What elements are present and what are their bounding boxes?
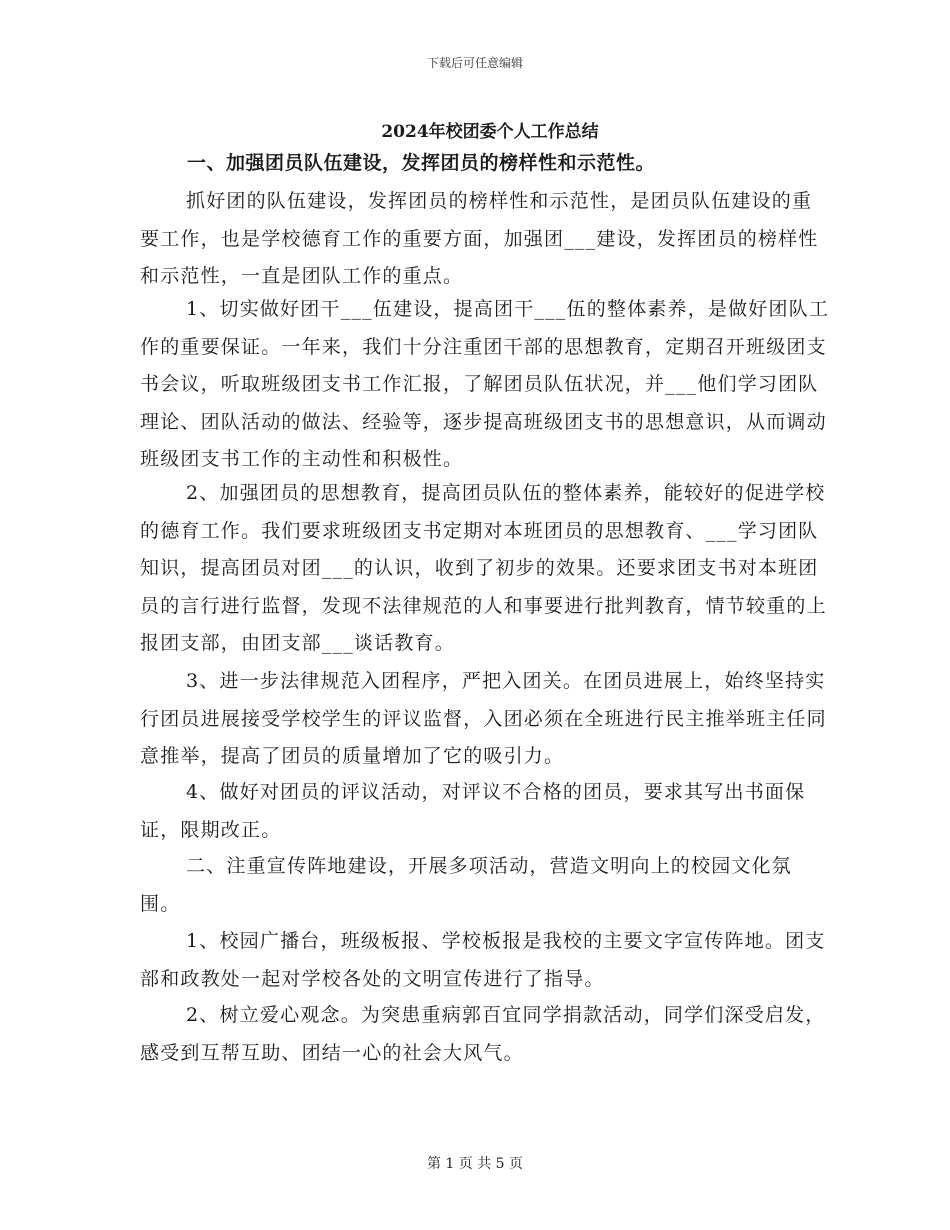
- page-footer-number: 第 1 页 共 5 页: [426, 1156, 524, 1172]
- section-heading-2: 二、注重宣传阵地建设，开展多项活动，营造文明向上的校园文化氛围。: [140, 855, 793, 915]
- section-heading-1: 一、加强团员队伍建设，发挥团员的榜样性和示范性。: [187, 152, 656, 174]
- paragraph-section2-item-2: 2、树立爱心观念。为突患重病郭百宜同学捐款活动，同学们深受启发，感受到互帮互助、团结一心的社会大风气。: [140, 1004, 826, 1064]
- paragraph-item-2: 2、加强团员的思想教育，提高团员队伍的整体素养，能较好的促进学校的德育工作。我们要求班级团支书定期对本班团员的思想教育、___学习团队知识，提高团员对团___的认识，收到了初步的效果。还要求团支书对本班团员的言行进行监督，发现不法律规范的人和事要进行批判教育，情节较重的上报团支部，由团支部___谈话教育。: [140, 482, 827, 655]
- paragraph-item-3: 3、进一步法律规范入团程序，严把入团关。在团员进展上，始终坚持实行团员进展接受学校学生的评议监督，入团必须在全班进行民主推举班主任同意推举，提高了团员的质量增加了它的吸引力。: [140, 670, 827, 768]
- page-header-note: 下载后可任意编辑: [426, 56, 523, 70]
- paragraph-item-4: 4、做好对团员的评议活动，对评议不合格的团员，要求其写出书面保证，限期改正。: [140, 781, 806, 841]
- paragraph-intro: 抓好团的队伍建设，发挥团员的榜样性和示范性，是团员队伍建设的重要工作，也是学校德育工作的重要方面，加强团___建设，发挥团员的榜样性和示范性，一直是团队工作的重点。: [140, 190, 819, 288]
- paragraph-section2-item-1: 1、校园广播台，班级板报、学校板报是我校的主要文字宣传阵地。团支部和政教处一起对学校各处的文明宣传进行了指导。: [140, 930, 826, 990]
- document-title: 2024年校团委个人工作总结: [381, 122, 599, 142]
- paragraph-item-1: 1、切实做好团干___伍建设，提高团干___伍的整体素养，是做好团队工作的重要保证。一年来，我们十分注重团干部的思想教育，定期召开班级团支书会议，听取班级团支书工作汇报，了解团员队伍状况，并___他们学习团队理论、团队活动的做法、经验等，逐步提高班级团支书的思想意识，从而调动班级团支书工作的主动性和积极性。: [140, 298, 830, 471]
